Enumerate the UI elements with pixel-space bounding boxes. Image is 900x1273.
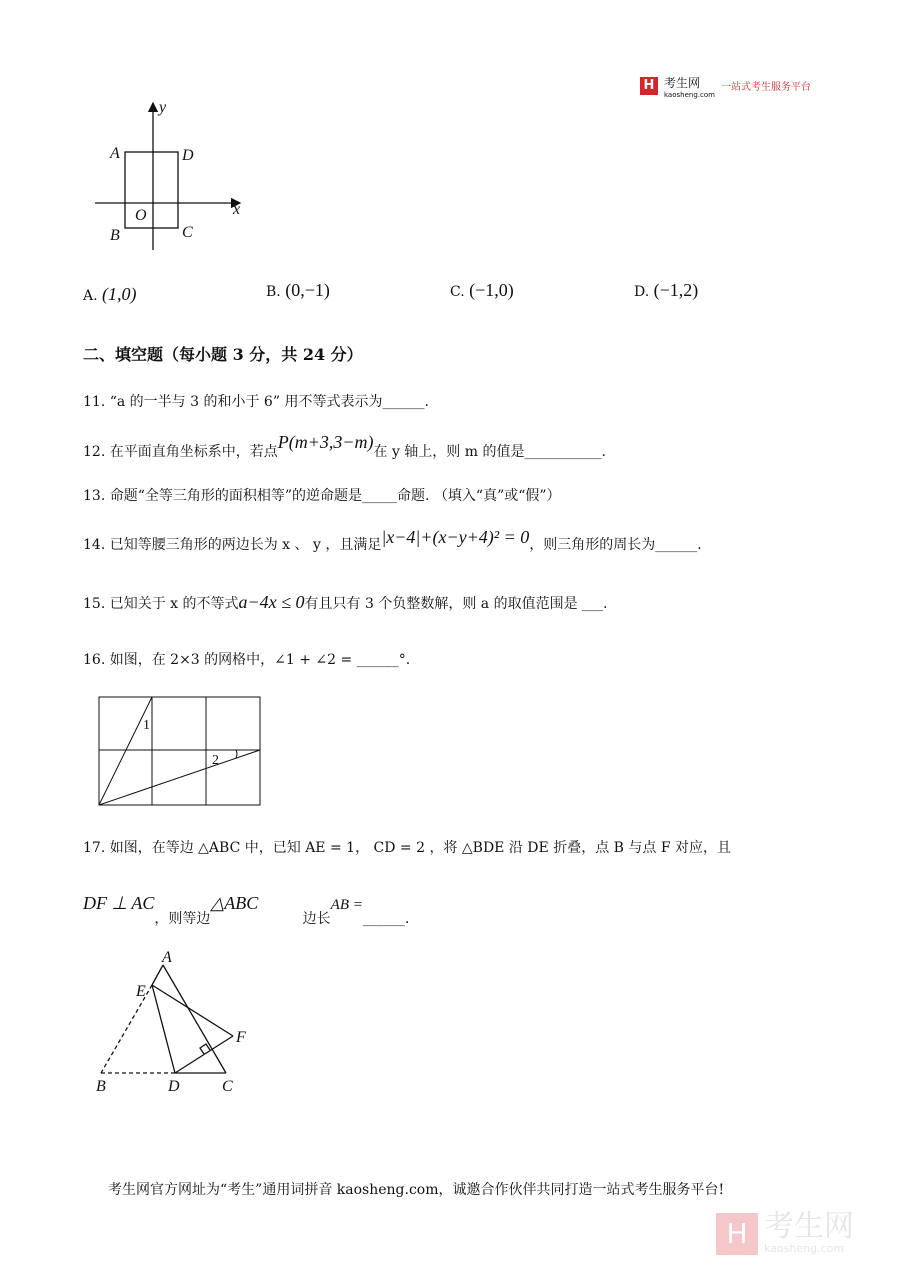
angle-label-1: 1 [143, 718, 150, 733]
grid-border [99, 697, 260, 805]
question-15: 15. 已知关于 x 的不等式a−4x ≤ 0有且只有 3 个负整数解，则 a 的取值范围是 ___. [83, 592, 608, 612]
segment-df [175, 1036, 233, 1073]
label-o: O [135, 207, 147, 224]
watermark-logo-icon: H [716, 1213, 758, 1255]
label-b: B [96, 1078, 106, 1095]
label-b: B [110, 227, 120, 244]
option-a: A. (1,0) [83, 284, 137, 304]
question-16: 16. 如图，在 2×3 的网格中，∠1 + ∠2 = ______°. [83, 652, 411, 668]
label-y: y [159, 99, 167, 116]
label-x: x [233, 201, 241, 218]
logo-domain: kaosheng.com [664, 91, 715, 99]
logo-icon: H [640, 77, 658, 95]
option-c: C. (−1,0) [450, 280, 514, 300]
angle-label-2: 2 [212, 753, 219, 768]
segment-ac [163, 965, 226, 1073]
label-c: C [182, 224, 193, 241]
grid-figure [99, 697, 260, 805]
header-slogan: 一站式考生服务平台 [720, 82, 811, 93]
label-a: A [110, 145, 120, 162]
footer-text: 考生网官方网址为“考生”通用词拼音 kaosheng.com，诚邀合作伙伴共同打造一站式考生服务平台! [108, 1182, 725, 1198]
segment-1 [99, 697, 152, 805]
option-d: D. (−1,2) [634, 280, 699, 300]
question-11: 11. “a 的一半与 3 的和小于 6” 用不等式表示为______. [83, 394, 429, 410]
option-b: B. (0,−1) [266, 280, 330, 300]
coordinate-figure [95, 99, 240, 250]
rectangle-abcd [125, 152, 178, 228]
segment-ef [152, 985, 233, 1036]
label-a: A [162, 949, 172, 966]
segment-ed [152, 985, 175, 1073]
question-17-line1: 17. 如图，在等边 △ABC 中，已知 AE = 1， CD = 2 ，将 △BDE 沿 DE 折叠，点 B 与点 F 对应，且 [83, 840, 731, 856]
logo-text: 考生网 [664, 76, 701, 90]
question-14: 14. 已知等腰三角形的两边长为 x 、 y ，且满足|x−4|+(x−y+4)² = 0，则三角形的周长为______. [83, 527, 702, 553]
right-angle-mark [200, 1044, 210, 1054]
label-f: F [236, 1029, 246, 1046]
segment-ea [152, 965, 163, 985]
segment-2 [99, 750, 260, 805]
triangle-figure [96, 949, 246, 1095]
question-13: 13. 命题“全等三角形的面积相等”的逆命题是_____命题. （填入“真”或“假”） [83, 488, 561, 504]
label-d: D [182, 147, 194, 164]
section-title: 二、填空题（每小题 3 分，共 24 分） [83, 345, 363, 364]
label-c: C [222, 1078, 233, 1095]
question-12: 12. 在平面直角坐标系中，若点P(m+3,3−m)在 y 轴上，则 m 的值是___________. [83, 432, 606, 460]
angle-arc [236, 750, 237, 758]
label-e: E [136, 983, 146, 1000]
watermark: H 考生网 kaosheng.com [716, 1212, 854, 1255]
question-17-line2: DF ⊥ AC，则等边△ABC 边长AB =______. [83, 893, 410, 927]
label-d: D [168, 1078, 180, 1095]
